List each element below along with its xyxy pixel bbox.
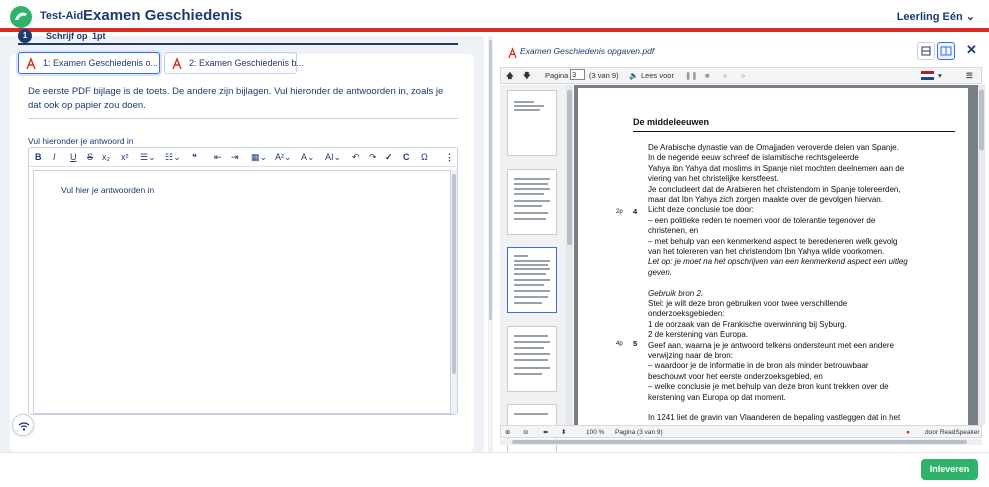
attachment-label: 1: Examen Geschiedenis o... — [43, 58, 159, 68]
pdf-file-name: Examen Geschiedenis opgaven.pdf — [520, 46, 655, 56]
page-text-line: Licht deze conclusie toe door: — [648, 205, 754, 215]
italic-button[interactable]: I — [53, 152, 56, 162]
menu-icon[interactable]: ☰ — [966, 71, 973, 80]
editor-scrollbar-thumb[interactable] — [452, 174, 456, 374]
page-heading: De middeleeuwen — [633, 117, 710, 127]
page-text-line: 2 de kerstening van Europa. — [648, 330, 749, 340]
zoom-level: 100 % — [586, 429, 605, 436]
top-bar — [0, 0, 989, 32]
bullet-list-button[interactable]: ☰⌄ — [140, 152, 156, 162]
pdf-status-bar — [500, 425, 982, 438]
record-icon: ● — [906, 429, 910, 436]
status-page: Pagina (3 van 9) — [615, 429, 663, 436]
speaker-icon: 🔈 — [629, 71, 639, 80]
redo-button[interactable]: ↷ — [369, 152, 377, 162]
user-menu[interactable]: Leerling Eén ⌄ — [896, 11, 975, 23]
pdf-page — [578, 88, 968, 428]
app-name: Test-Aid: — [40, 10, 87, 22]
forward-icon[interactable]: » — [741, 71, 746, 80]
page-text-line: – een politieke reden te noemen voor de tolerantie tegenover de — [648, 215, 876, 225]
page-thumbnail[interactable] — [507, 169, 557, 235]
page-text-line: In de negende eeuw schreef de islamitische rechtsgeleerde — [648, 153, 859, 163]
page-thumbnail[interactable] — [507, 90, 557, 156]
heading-rule — [633, 131, 955, 132]
exam-title: Examen Geschiedenis — [83, 7, 243, 24]
page-text-line: Let op: je moet na het opschrijven van een kenmerkend aspect een uitleg — [648, 257, 908, 267]
special-characters-button[interactable]: Ω — [421, 152, 428, 162]
subscript-button[interactable]: x₂ — [102, 152, 110, 162]
superscript-button[interactable]: x² — [121, 152, 129, 162]
question-points: 1pt — [92, 31, 106, 41]
page-text-line: geven. — [648, 267, 673, 277]
answer-input[interactable] — [33, 170, 451, 414]
outdent-button[interactable]: ⇤ — [214, 152, 222, 162]
attachment-tab-1[interactable] — [18, 52, 160, 74]
thumbnail-panel — [500, 85, 566, 425]
spellcheck-button[interactable]: C — [403, 152, 410, 162]
readspeaker-credit[interactable]: door ReadSpeaker — [925, 429, 980, 436]
page-text-line: maar dat Ibn Yahya zich zorgen maakte over de gevolgen hiervan. — [648, 195, 883, 204]
stop-icon[interactable]: ■ — [705, 71, 710, 80]
text-size-button[interactable]: AI⌄ — [325, 152, 342, 162]
strikethrough-button[interactable]: S — [87, 152, 94, 162]
question-divider — [18, 43, 458, 45]
page-text-line: christenen, en — [648, 226, 699, 236]
dolphin-logo-icon — [10, 6, 32, 28]
pdf-icon — [508, 46, 517, 64]
page-scrollbar-thumb[interactable] — [979, 90, 984, 150]
underline-button[interactable]: U — [70, 152, 77, 162]
points-marker: 4p — [616, 341, 623, 347]
dutch-flag-icon[interactable] — [921, 71, 934, 80]
rewind-icon[interactable]: « — [723, 71, 728, 80]
connection-status-button[interactable] — [12, 414, 34, 436]
question-number-badge: 1 — [18, 29, 32, 43]
highlight-color-button[interactable]: A⌄ — [301, 152, 315, 162]
page-text-line: De Arabische dynastie van de Omajjaden veroverde delen van Spanje. — [648, 143, 899, 152]
question-instruction: De eerste PDF bijlage is de toets. De andere zijn bijlagen. Vul hieronder de antwoorden in, zoals je dat ook op papier zou doen. — [28, 86, 444, 111]
page-text-line: verwijzing naar de bron: — [648, 351, 733, 360]
page-down-icon[interactable]: 🡇 — [523, 71, 531, 80]
points-marker: 2p — [616, 209, 623, 215]
pause-icon[interactable]: ❚❚ — [685, 71, 698, 80]
undo-button[interactable]: ↶ — [352, 152, 360, 162]
page-text-line: In 1241 liet de gravin van Vlaanderen de bepaling vastleggen dat in het — [648, 413, 901, 423]
submit-button[interactable]: Inleveren — [921, 459, 978, 480]
page-text-line: Gebruik bron 2. — [648, 288, 704, 298]
page-text-line: viering van het christelijke kerstfeest. — [648, 174, 779, 184]
footer-bar — [0, 452, 989, 487]
instruction-divider — [28, 118, 458, 119]
split-pane-icon — [938, 43, 954, 59]
wifi-icon — [13, 415, 35, 437]
check-button[interactable]: ✓ — [385, 152, 393, 162]
single-pane-icon — [918, 43, 934, 59]
page-text-line: – welke conclusie je met behulp van deze bron kunt trekken over de — [648, 382, 889, 392]
attachment-tab-2[interactable] — [164, 52, 305, 74]
more-options-button[interactable]: ⋮ — [445, 152, 454, 162]
language-dropdown-icon[interactable]: ▾ — [938, 71, 942, 80]
page-select[interactable]: 3 — [570, 69, 585, 80]
page-text-line: – met behulp van een kenmerkend aspect te beredeneren welk gevolg — [648, 236, 898, 246]
pdf-icon — [26, 57, 36, 69]
thumbnail-scrollbar-thumb[interactable] — [567, 90, 572, 245]
page-text-line: – waardoor je de informatie in de bron als minder betrouwbaar — [648, 361, 869, 371]
question-title: Schrijf op — [46, 31, 88, 41]
attachment-label: 2: Examen Geschiedenis b... — [189, 58, 305, 68]
fit-page-icon[interactable]: ⬍ — [561, 429, 567, 436]
page-count: (3 van 9) — [589, 71, 619, 80]
page-thumbnail-selected[interactable] — [507, 247, 557, 313]
page-text-line: Stel: je wilt deze bron gebruiken voor twee verschillende — [648, 299, 848, 308]
pdf-toolbar — [500, 67, 982, 84]
page-text-line: 1 de oorzaak van de Frankische overwinning bij Syburg. — [648, 319, 847, 329]
rich-text-editor — [28, 147, 458, 415]
splitter-handle[interactable] — [489, 40, 492, 320]
page-text-line: kerstening van Europa op dat moment. — [648, 392, 786, 402]
bold-button[interactable]: B — [35, 152, 42, 162]
indent-button[interactable]: ⇥ — [231, 152, 239, 162]
page-thumbnail[interactable] — [507, 326, 557, 392]
answer-label: Vul hieronder je antwoord in — [28, 136, 134, 146]
read-aloud-button[interactable]: Lees voor — [641, 71, 674, 80]
page-text-line: Geef aan, waarna je je antwoord telkens ondersteunt met een andere — [648, 340, 894, 350]
page-text-line: onderzoeksgebieden: — [648, 309, 725, 319]
zoom-in-icon[interactable]: ⊕ — [505, 429, 511, 436]
page-text-line: Je concludeert dat de Arabieren het christendom in Spanje tolereerden, — [648, 184, 901, 194]
blockquote-button[interactable]: ❝ — [192, 152, 197, 162]
pdf-icon — [172, 57, 182, 69]
table-button[interactable]: ▦⌄ — [251, 152, 268, 162]
page-up-icon[interactable]: 🡅 — [506, 71, 514, 80]
page-label: Pagina — [545, 71, 569, 80]
split-view-button[interactable] — [937, 42, 955, 60]
single-view-button[interactable] — [917, 42, 935, 60]
page-text-line: beschouwt voor het eerste onderzoeksgebied, en — [648, 371, 823, 381]
numbered-list-button[interactable]: ☷⌄ — [165, 152, 181, 162]
close-icon[interactable]: ✕ — [966, 42, 977, 57]
zoom-out-icon[interactable]: ⊖ — [523, 429, 529, 436]
horizontal-scrollbar-thumb[interactable] — [512, 440, 967, 444]
question-number: 5 — [633, 339, 638, 348]
page-text-line: Yahya ibn Yahya dat moslims in Spanje niet mochten deelnemen aan de — [648, 163, 905, 173]
answer-text: Vul hier je antwoorden in — [61, 185, 155, 195]
editor-toolbar — [29, 148, 457, 167]
font-size-button[interactable]: A²⌄ — [275, 152, 292, 162]
fit-width-icon[interactable]: ⬌ — [543, 429, 549, 436]
page-text-line: van het tolereren van het christendom Ibn Yahya wilde voorkomen. — [648, 247, 885, 256]
question-number: 4 — [633, 207, 638, 216]
